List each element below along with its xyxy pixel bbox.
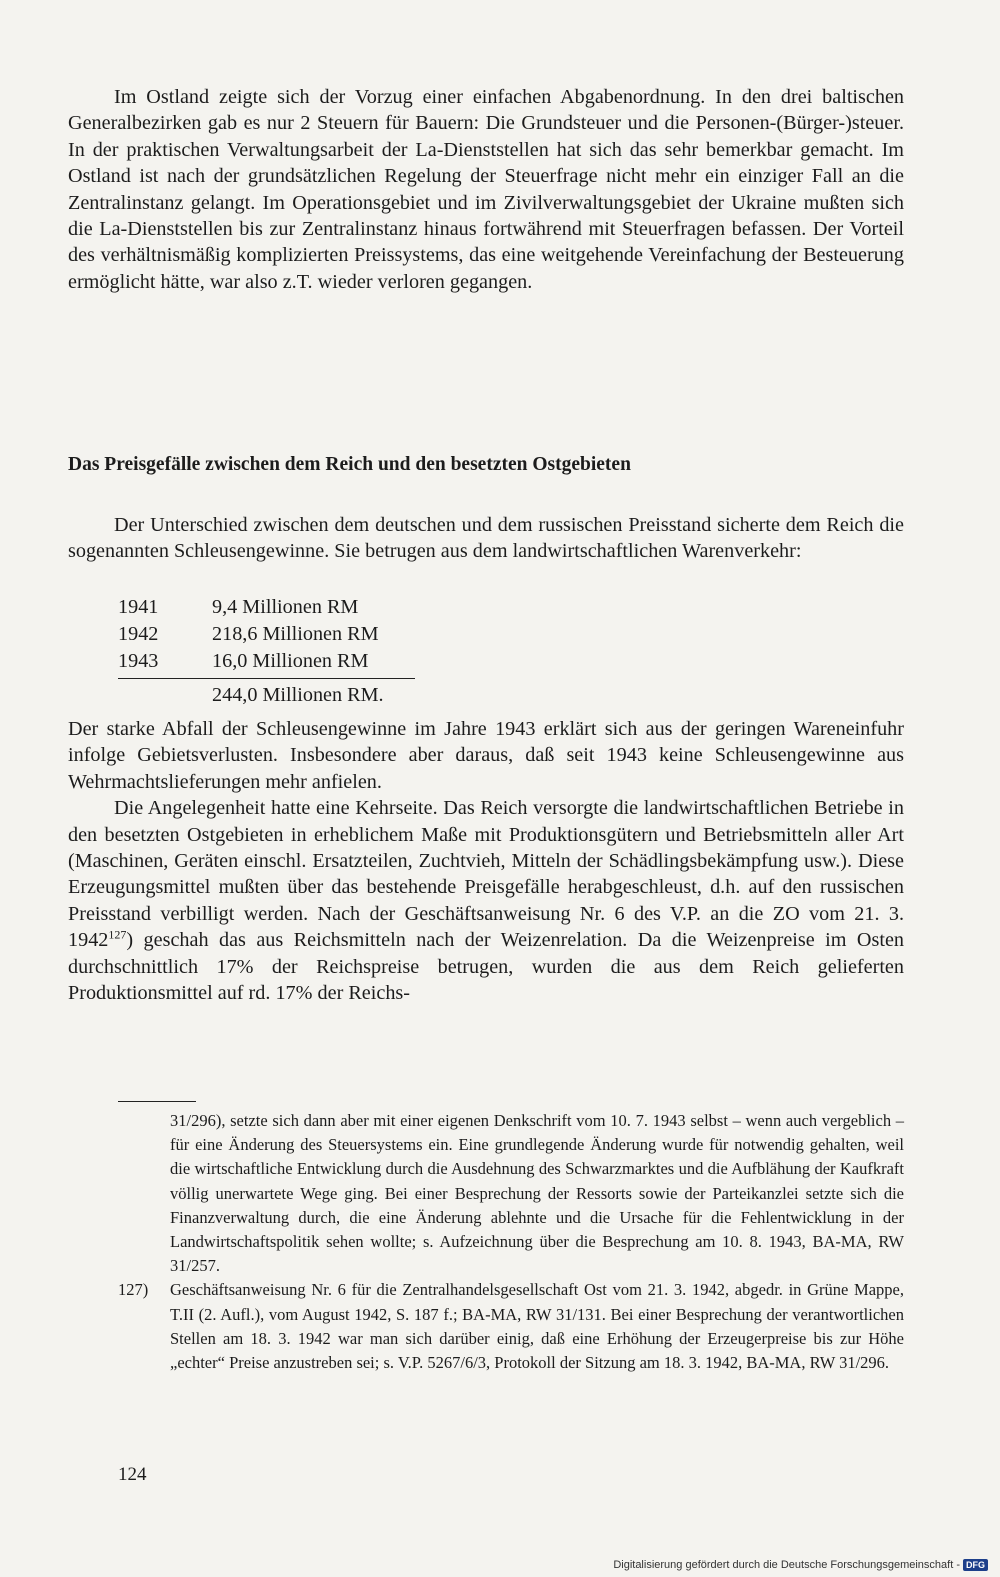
page-content	[68, 84, 904, 1485]
table-row	[118, 650, 418, 677]
paragraph-kehrseite-part1: Die Angelegenheit hatte eine Kehrseite. Das Reich versorgte die landwirtschaftlichen Betriebe in den besetzten Ostgebieten in erheblichem Maße mit Produktionsgütern und Betriebsmitteln aller Art (Maschinen, Geräten einschl. Ersatzteilen, Zuchtvieh, Mitteln der Schädlingsbekämpfung usw.). Diese Erzeugungsmittel mußten über das bestehende Preisgefälle herabgeschleust, d.h. auf den russischen Preisstand verbilligt werden. Nach der Geschäftsanweisung Nr. 6 des V.P. an die ZO vom 21. 3. 1942	[68, 797, 904, 952]
footnote-127-text: Geschäftsanweisung Nr. 6 für die Zentralhandelsgesellschaft Ost vom 21. 3. 1942, abgedr. in Grüne Mappe, T.II (2. Aufl.), vom August 1942, S. 187 f.; BA-MA, RW 31/131. Bei einer Besprechung der verantwortlichen Stellen am 18. 3. 1942 war man sich darüber einig, daß eine Erhöhung der Erzeugerpreise bis zur Höhe „echter“ Preise anzustreben sei; s. V.P. 5267/6/3, Protokoll der Sitzung am 18. 3. 1942, BA-MA, RW 31/296.	[170, 1280, 904, 1373]
sum-divider	[118, 678, 415, 679]
footnote-marker: 127)	[118, 1280, 149, 1300]
table-amount: 9,4 Millionen RM	[212, 596, 359, 618]
footnotes	[118, 1109, 904, 1375]
paragraph-kehrseite	[68, 795, 904, 1006]
table-year: 1941	[118, 596, 159, 618]
paragraphs-after-table	[68, 716, 904, 1006]
digitization-credit	[613, 1559, 988, 1571]
footnote-divider	[118, 1101, 196, 1102]
table-row	[118, 623, 418, 650]
footnote-reference-127: 127	[108, 927, 127, 942]
gains-table	[118, 596, 418, 706]
footnote-127	[118, 1278, 904, 1375]
paragraph-schleusengewinne: Der Unterschied zwischen dem deutschen und dem russischen Preisstand sicherte dem Reich die sogenannten Schleusengewinne. Sie betrugen aus dem landwirtschaftlichen Warenverkehr:	[68, 514, 904, 563]
table-total: 244,0 Millionen RM.	[212, 684, 384, 706]
table-year: 1943	[118, 650, 159, 672]
paragraph-kehrseite-part2: ) geschah das aus Reichsmitteln nach der Weizenrelation. Da die Weizenpreise im Osten durchschnittlich 17% der Reichspreise betrugen, wurden die aus dem Reich gelieferten Produktionsmittel auf rd. 17% der Reichs-	[68, 929, 904, 1005]
table-year: 1942	[118, 623, 159, 645]
credit-text: Digitalisierung gefördert durch die Deutsche Forschungsgemeinschaft -	[613, 1559, 960, 1571]
table-row	[118, 596, 418, 623]
footnote-continuation: 31/296), setzte sich dann aber mit einer eigenen Denkschrift vom 10. 7. 1943 selbst – wenn auch vergeblich – für eine Änderung des Steuersystems ein. Eine grundlegende Änderung wurde für notwendig gehalten, weil die wirtschaftliche Entwicklung durch die Ausdehnung des Schwarzmarktes und die Aufblähung der Kaufkraft völlig unerwartete Wege ging. Bei einer Besprechung der Ressorts sowie der Parteikanzlei setzte sich die Finanzverwaltung durch, die eine Änderung ablehnte und die Ursache für die Fehlentwicklung in der Landwirtschaftspolitik sehen wollte; s. Aufzeichnung über die Besprechung am 10. 8. 1943, BA-MA, RW 31/257.	[170, 1111, 904, 1276]
section-heading: Das Preisgefälle zwischen dem Reich und den besetzten Ostgebieten	[68, 454, 631, 475]
page-number: 124	[118, 1464, 147, 1485]
table-amount: 16,0 Millionen RM	[212, 650, 369, 672]
paragraph-ostland: Im Ostland zeigte sich der Vorzug einer einfachen Abgabenordnung. In den drei baltischen Generalbezirken gab es nur 2 Steuern für Bauern: Die Grundsteuer und die Personen-(Bürger-)steuer. In der praktischen Verwaltungsarbeit der La-Dienststellen hat sich das sehr bemerkbar gemacht. Im Ostland ist nach der grundsätzlichen Regelung der Steuerfrage nicht mehr ein einziger Fall an die Zentralinstanz gelangt. Im Operationsgebiet und im Zivilverwaltungsgebiet der Ukraine mußten sich die La-Dienststellen bis zur Zentralinstanz hinaus fortwährend mit Steuerfragen befassen. Der Vorteil des verhältnismäßig komplizierten Preissystems, das eine weitgehende Vereinfachung der Besteuerung ermöglicht hätte, war also z.T. wieder verloren gegangen.	[68, 86, 904, 293]
table-amount: 218,6 Millionen RM	[212, 623, 379, 645]
paragraph-abfall: Der starke Abfall der Schleusengewinne im Jahre 1943 erklärt sich aus der geringen Wareneinfuhr infolge Gebietsverlusten. Insbesondere aber daraus, daß seit 1943 keine Schleusengewinne aus Wehrmachtslieferungen mehr anfielen.	[68, 718, 904, 793]
dfg-logo-icon: DFG	[963, 1559, 988, 1571]
